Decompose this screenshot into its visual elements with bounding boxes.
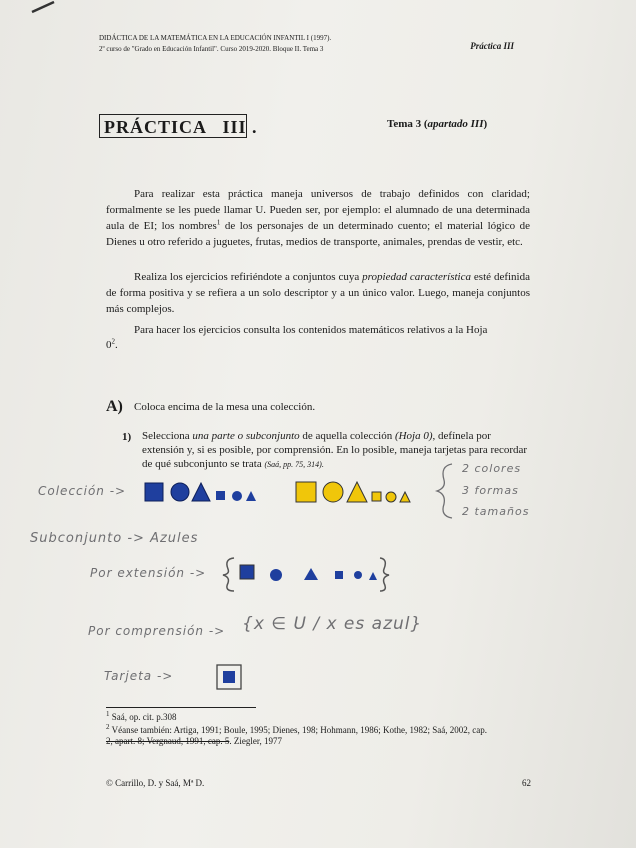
set-small-triangle <box>369 572 377 580</box>
header-practice-label: Práctica III <box>470 41 514 51</box>
topic-label: Tema 3 (apartado III) <box>387 118 488 130</box>
handwritten-tarjeta: Tarjeta -> <box>104 669 174 683</box>
pen-mark <box>30 0 56 14</box>
big-blue-triangle <box>192 483 210 501</box>
paragraph-3-sheet: $0^2$. <box>106 337 118 351</box>
big-blue-circle <box>171 483 189 501</box>
small-blue-triangle <box>246 491 256 501</box>
footer-page-number: 62 <box>522 778 531 788</box>
footnote-2: $^2$ Véanse también: Artiga, 1991; Boule, 1995; Dienes, 198; Hohmann, 1986; Kothe, 1982; Saá, 2002, cap. 2, apart. 8; Vergnaud, 1991, cap. 5. Ziegler, 1977 <box>106 723 488 746</box>
handwritten-comprension: Por comprensión -> <box>88 624 226 638</box>
item-1-text: Selecciona una parte o subconjunto de aquella colección (Hoja 0), defínela por extensión y, si es posible, por comprensión. En lo posible, maneja tarjetas para recordar de qué subconjunto se trata (Saá, pp. 75, 314). <box>142 430 528 470</box>
card-drawing <box>215 663 243 691</box>
big-yellow-square <box>296 482 316 502</box>
small-blue-square <box>216 491 225 500</box>
small-yellow-triangle <box>400 492 410 502</box>
section-a-text: Coloca encima de la mesa una colección. <box>134 401 316 413</box>
footnote-1: $^1$ Saá, op. cit. p.308 <box>106 710 177 722</box>
collection-figures <box>140 478 422 506</box>
section-a-letter: A) <box>106 398 123 415</box>
handwritten-subconjunto: Subconjunto -> Azules <box>30 531 199 546</box>
small-yellow-square <box>372 492 381 501</box>
footnote-divider <box>106 707 256 708</box>
handwritten-comprension-set: {x ∈ U / x es azul} <box>242 614 423 634</box>
handwritten-note-colors: 2 colores <box>462 462 522 475</box>
header-course: 2º curso de "Grado en Educación Infantil". Curso 2019-2020. Bloque II. Tema 3 <box>99 45 324 53</box>
big-blue-square <box>145 483 163 501</box>
handwritten-extension: Por extensión -> <box>90 566 207 580</box>
paragraph-1: Para realizar esta práctica maneja universos de trabajo definidos con claridad; formalmente se les puede llamar U. Pueden ser, por ejemplo: el alumnado de una determinada aula de EI; los nombres$^1$ de los personajes de un determinado cuento; el material lógico de Dienes u otro referido a juguetes, frutas, medios de transporte, animales, prendas de vestir, etc. <box>106 188 530 248</box>
footer-copyright: © Carrillo, D. y Saá, Mª D. <box>106 778 205 788</box>
handwritten-coleccion: Colección -> <box>38 484 127 498</box>
big-yellow-circle <box>323 482 343 502</box>
practice-title: PRÁCTICA III . <box>99 114 247 138</box>
set-small-circle <box>354 571 362 579</box>
small-yellow-circle <box>386 492 396 502</box>
paragraph-3: Para hacer los ejercicios consulta los contenidos matemáticos relativos a la Hoja <box>134 324 488 336</box>
extension-set <box>220 555 390 593</box>
item-1-number: 1) <box>122 431 132 443</box>
small-blue-circle <box>232 491 242 501</box>
set-blue-circle <box>270 569 282 581</box>
card-blue-mark <box>223 671 235 683</box>
set-small-square <box>335 571 343 579</box>
paragraph-2: Realiza los ejercicios refiriéndote a conjuntos cuya propiedad característica esté definida de forma positiva y se refiera a un solo descriptor y a un único valor. Luego, maneja conjuntos más complejos. <box>106 271 530 315</box>
handwritten-brace <box>434 462 456 520</box>
big-yellow-triangle <box>347 482 367 502</box>
set-blue-square <box>240 565 254 579</box>
header-title: DIDÁCTICA DE LA MATEMÁTICA EN LA EDUCACIÓN INFANTIL I (1997). <box>99 34 332 42</box>
handwritten-note-sizes: 2 tamaños <box>462 505 530 518</box>
set-blue-triangle <box>304 568 318 580</box>
handwritten-note-shapes: 3 formas <box>462 484 519 497</box>
